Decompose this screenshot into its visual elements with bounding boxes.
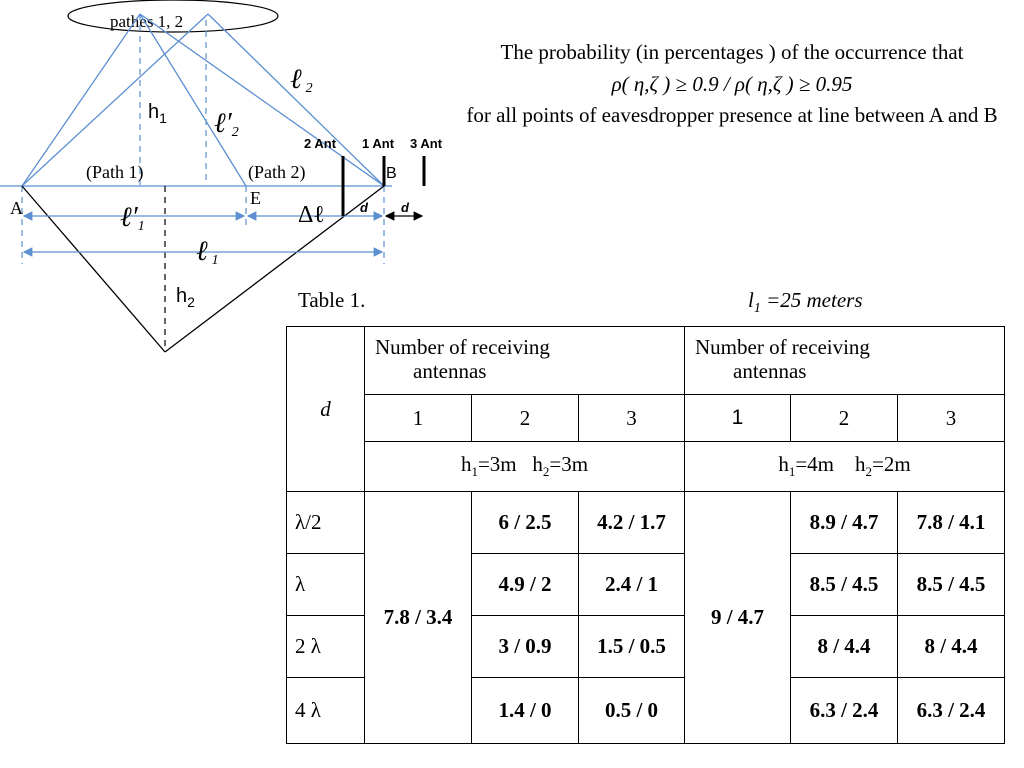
antenna-3-label: 3 Ant (410, 136, 443, 151)
d-left-label: d (360, 200, 368, 215)
ell1-prime-label: ℓ′1 (120, 202, 145, 234)
right-ant-2: 2 (791, 395, 898, 442)
left-ant2-value: 6 / 2.5 (472, 492, 579, 554)
right-ant2-value: 6.3 / 2.4 (791, 678, 898, 744)
path2-label: (Path 2) (248, 162, 306, 182)
left-ant-1: 1 (365, 395, 472, 442)
left-ant2-value: 4.9 / 2 (472, 554, 579, 616)
antenna-count-row (287, 395, 1005, 442)
left-ant1-merged: 7.8 / 3.4 (365, 492, 472, 744)
l1-label: $l_1 =25$ meters (748, 288, 863, 317)
h1-label: $h_1$ (148, 101, 167, 126)
caption-line3: for all points of eavesdropper presence at line between A and B (466, 103, 998, 127)
right-ant-3: 3 (898, 395, 1005, 442)
right-ant-1: 1 (685, 395, 791, 442)
table-row (287, 492, 1005, 554)
caption-line1: The probability (in percentages ) of the occurrence that (500, 40, 964, 64)
caption-formula: ρ( η,ζ ) ≥ 0.9 / ρ( η,ζ ) ≥ 0.95 (611, 72, 853, 96)
left-group-header: Number of receiving antennas (365, 327, 685, 395)
left-ant2-value: 1.4 / 0 (472, 678, 579, 744)
table-header-row (287, 327, 1005, 395)
right-ant3-value: 8.5 / 4.5 (898, 554, 1005, 616)
left-ant3-value: 1.5 / 0.5 (579, 616, 685, 678)
delta-ell-label: Δℓ (298, 202, 325, 228)
antenna-2-label: 2 Ant (304, 136, 337, 151)
path1-ray-up-2 (22, 14, 208, 186)
left-ant-3: 3 (579, 395, 685, 442)
right-ant3-value: 6.3 / 2.4 (898, 678, 1005, 744)
right-ant3-value: 8 / 4.4 (898, 616, 1005, 678)
left-ant3-value: 0.5 / 0 (579, 678, 685, 744)
conditions-row (287, 442, 1005, 492)
d-right-label: d (401, 200, 409, 215)
geometry-diagram (0, 0, 460, 370)
row-d-value: λ (287, 554, 365, 616)
caption (440, 36, 1024, 130)
row-d-value: 4 λ (287, 678, 365, 744)
right-ant1-merged: 9 / 4.7 (685, 492, 791, 744)
row-d-value: λ/2 (287, 492, 365, 554)
reflection-left (22, 186, 165, 352)
table-label: Table 1. (298, 288, 366, 312)
antenna-1-label: 1 Ant (362, 136, 395, 151)
point-a-label: A (10, 198, 23, 218)
d-header: d (287, 327, 365, 492)
left-ant2-value: 3 / 0.9 (472, 616, 579, 678)
path-ell2-ray (208, 14, 384, 186)
ell1-label: ℓ 1 (196, 236, 219, 268)
point-e-label: E (250, 188, 261, 208)
right-ant2-value: 8.9 / 4.7 (791, 492, 898, 554)
results-table (286, 326, 1005, 744)
left-conditions: $h_1=3m$ $h_2=3m$ (365, 442, 685, 492)
path1-ray-up (22, 14, 140, 186)
right-ant2-value: 8 / 4.4 (791, 616, 898, 678)
path1-label: (Path 1) (86, 162, 144, 182)
paths-label: pathes 1, 2 (110, 12, 184, 31)
left-ant-2: 2 (472, 395, 579, 442)
right-ant3-value: 7.8 / 4.1 (898, 492, 1005, 554)
right-ant2-value: 8.5 / 4.5 (791, 554, 898, 616)
right-conditions: $h_1=4m$ $h_2=2m$ (685, 442, 1005, 492)
ell2-prime-label: ℓ′2 (214, 108, 239, 140)
point-b-label: B (386, 165, 397, 182)
h2-label: $h_2$ (176, 285, 195, 310)
left-ant3-value: 2.4 / 1 (579, 554, 685, 616)
row-d-value: 2 λ (287, 616, 365, 678)
path2-ray-down (140, 14, 246, 186)
left-ant3-value: 4.2 / 1.7 (579, 492, 685, 554)
right-group-header: Number of receiving antennas (685, 327, 1005, 395)
ell2-label: ℓ 2 (290, 64, 313, 96)
path-direct-ray (140, 14, 384, 186)
